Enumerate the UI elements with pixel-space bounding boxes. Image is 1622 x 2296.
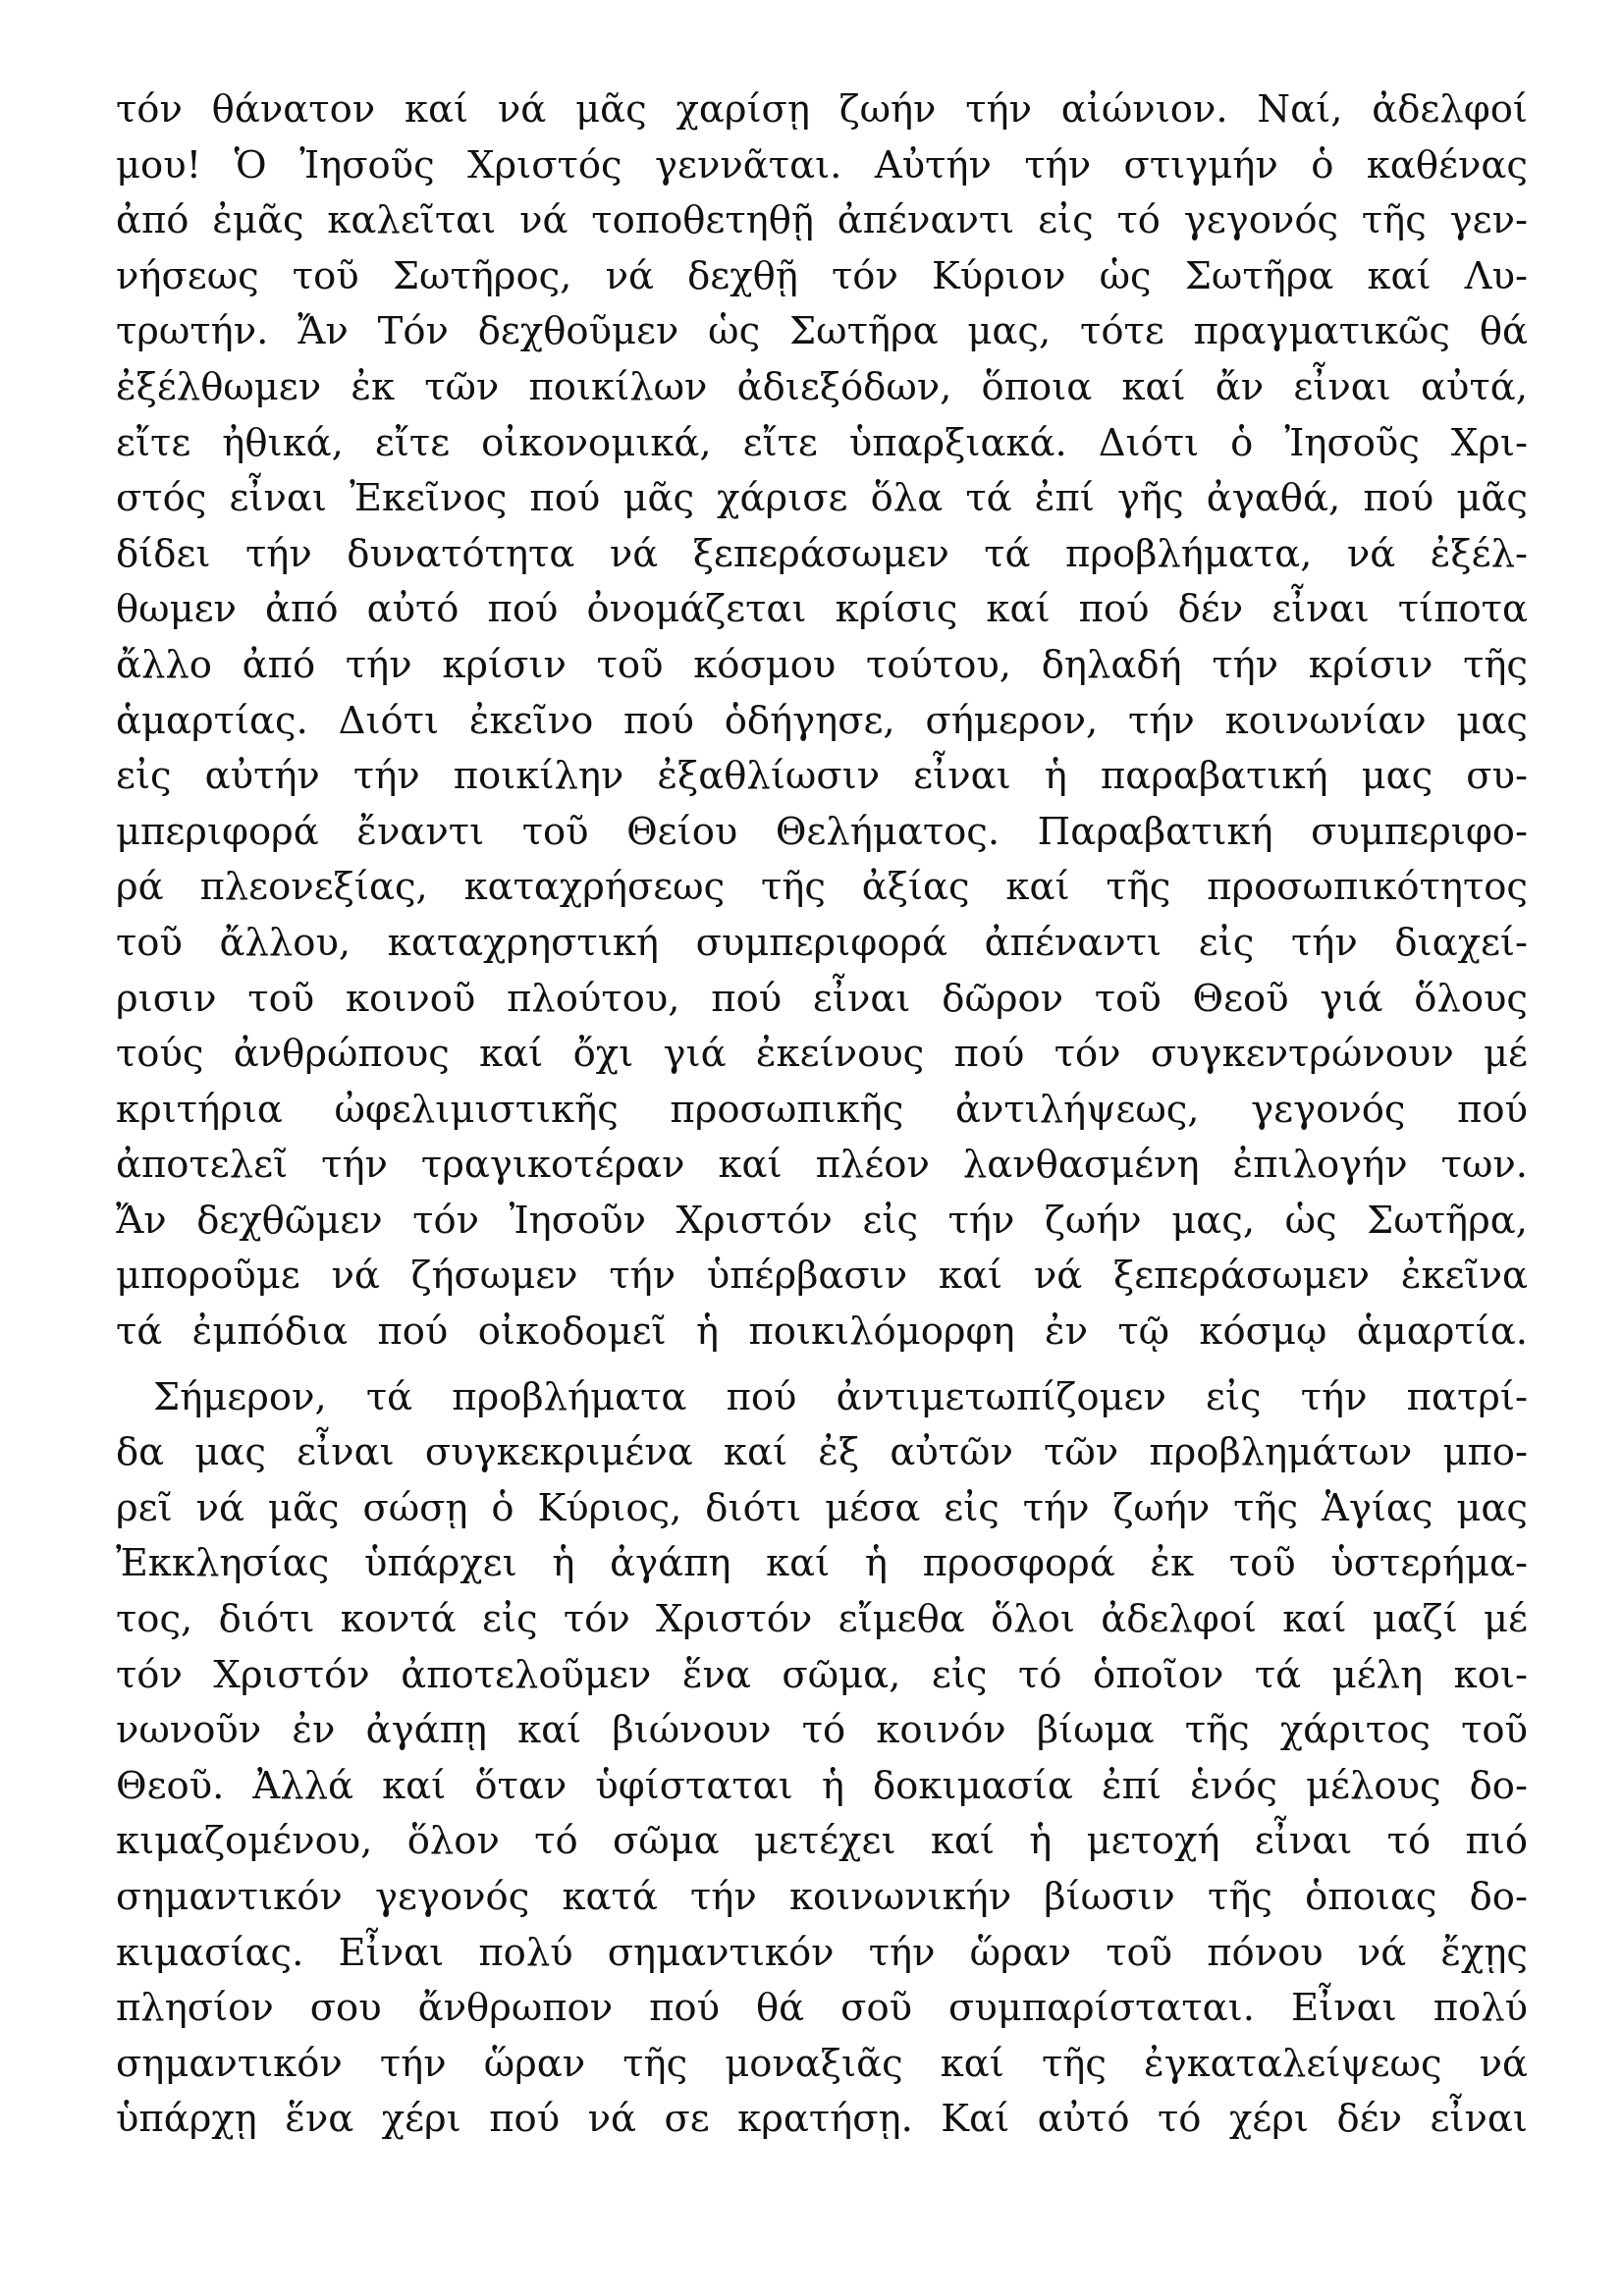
text-line: μπεριφορά ἔναντι τοῦ Θείου Θελήματος. Παραβατική συμπεριφο- (116, 809, 1528, 854)
text-line: δίδει τήν δυνατότητα νά ξεπεράσωμεν τά προβλήματα, νά ἐξέλ- (116, 531, 1528, 576)
text-line: τοῦ ἄλλου, καταχρηστική συμπεριφορά ἀπέναντι εἰς τήν διαχεί- (116, 920, 1528, 965)
text-line: τόν θάνατον καί νά μᾶς χαρίσῃ ζωήν τήν αἰώνιον. Ναί, ἀδελφοί (116, 87, 1528, 132)
text-line: Σήμερον, τά προβλήματα πού ἀντιμετωπίζομεν εἰς τήν πατρί- (153, 1374, 1528, 1419)
text-line: εἴτε ἠθικά, εἴτε οἰκονομικά, εἴτε ὑπαρξιακά. Διότι ὁ Ἰησοῦς Χρι- (116, 420, 1528, 465)
text-line: ἐξέλθωμεν ἐκ τῶν ποικίλων ἀδιεξόδων, ὅποια καί ἄν εἶναι αὐτά, (116, 364, 1528, 409)
text-line: τρωτήν. Ἄν Τόν δεχθοῦμεν ὡς Σωτῆρα μας, τότε πραγματικῶς θά (116, 309, 1528, 354)
text-line: θωμεν ἀπό αὐτό πού ὀνομάζεται κρίσις καί πού δέν εἶναι τίποτα (116, 587, 1528, 632)
text-line: κιμασίας. Εἶναι πολύ σημαντικόν τήν ὥραν τοῦ πόνου νά ἔχῃς (116, 1930, 1528, 1975)
text-line: ρά πλεονεξίας, καταχρήσεως τῆς ἀξίας καί τῆς προσωπικότητος (116, 865, 1528, 910)
text-line: ρεῖ νά μᾶς σώσῃ ὁ Κύριος, διότι μέσα εἰς τήν ζωήν τῆς Ἁγίας μας (116, 1485, 1528, 1530)
paragraph (116, 82, 1528, 1361)
text-line: τόν Χριστόν ἀποτελοῦμεν ἕνα σῶμα, εἰς τό ὁποῖον τά μέλη κοι- (116, 1652, 1528, 1697)
text-line: ἁμαρτίας. Διότι ἐκεῖνο πού ὁδήγησε, σήμερον, τήν κοινωνίαν μας (116, 698, 1528, 743)
text-line: τά ἐμπόδια πού οἰκοδομεῖ ἡ ποικιλόμορφη ἐν τῷ κόσμῳ ἁμαρτία. (116, 1309, 1528, 1355)
text-line: τούς ἀνθρώπους καί ὄχι γιά ἐκείνους πού τόν συγκεντρώνουν μέ (116, 1032, 1528, 1077)
text-line: ἄλλο ἀπό τήν κρίσιν τοῦ κόσμου τούτου, δηλαδή τήν κρίσιν τῆς (116, 642, 1528, 687)
text-line: δα μας εἶναι συγκεκριμένα καί ἐξ αὐτῶν τῶν προβλημάτων μπο- (116, 1430, 1528, 1475)
text-line: Ἐκκλησίας ὑπάρχει ἡ ἀγάπη καί ἡ προσφορά ἐκ τοῦ ὑστερήμα- (116, 1541, 1528, 1586)
text-line: νωνοῦν ἐν ἀγάπῃ καί βιώνουν τό κοινόν βίωμα τῆς χάριτος τοῦ (116, 1708, 1528, 1753)
paragraph (116, 1370, 1528, 2148)
text-line: ἀπό ἐμᾶς καλεῖται νά τοποθετηθῇ ἀπέναντι εἰς τό γεγονός τῆς γεν- (116, 198, 1528, 243)
text-line: ὑπάρχῃ ἕνα χέρι πού νά σε κρατήσῃ. Καί αὐτό τό χέρι δέν εἶναι (116, 2097, 1528, 2142)
text-line: σημαντικόν γεγονός κατά τήν κοινωνικήν βίωσιν τῆς ὁποιας δο- (116, 1875, 1528, 1919)
text-line: ἀποτελεῖ τήν τραγικοτέραν καί πλέον λανθασμένη ἐπιλογήν των. (116, 1143, 1528, 1188)
text-line: Θεοῦ. Ἀλλά καί ὅταν ὑφίσταται ἡ δοκιμασία ἐπί ἑνός μέλους δο- (116, 1763, 1528, 1808)
text-line: κριτήρια ὠφελιμιστικῆς προσωπικῆς ἀντιλήψεως, γεγονός πού (116, 1087, 1528, 1132)
text-line: κιμαζομένου, ὅλον τό σῶμα μετέχει καί ἡ μετοχή εἶναι τό πιό (116, 1819, 1528, 1864)
text-line: Ἄν δεχθῶμεν τόν Ἰησοῦν Χριστόν εἰς τήν ζωήν μας, ὡς Σωτῆρα, (116, 1198, 1528, 1243)
text-line: εἰς αὐτήν τήν ποικίλην ἐξαθλίωσιν εἶναι ἡ παραβατική μας συ- (116, 754, 1528, 799)
text-line: ρισιν τοῦ κοινοῦ πλούτου, πού εἶναι δῶρον τοῦ Θεοῦ γιά ὅλους (116, 976, 1528, 1021)
text-line: μου! Ὁ Ἰησοῦς Χριστός γεννᾶται. Αὐτήν τήν στιγμήν ὁ καθένας (116, 142, 1528, 187)
document-page (116, 82, 1528, 2148)
text-line: νήσεως τοῦ Σωτῆρος, νά δεχθῇ τόν Κύριον ὡς Σωτῆρα καί Λυ- (116, 253, 1528, 298)
text-line: μποροῦμε νά ζήσωμεν τήν ὑπέρβασιν καί νά ξεπεράσωμεν ἐκεῖνα (116, 1254, 1528, 1299)
text-line: πλησίον σου ἄνθρωπον πού θά σοῦ συμπαρίσταται. Εἶναι πολύ (116, 1986, 1528, 2031)
text-line: στός εἶναι Ἐκεῖνος πού μᾶς χάρισε ὅλα τά ἐπί γῆς ἀγαθά, πού μᾶς (116, 476, 1528, 521)
text-line: σημαντικόν τήν ὥραν τῆς μοναξιᾶς καί τῆς ἐγκαταλείψεως νά (116, 2041, 1528, 2086)
text-line: τος, διότι κοντά εἰς τόν Χριστόν εἴμεθα ὅλοι ἀδελφοί καί μαζί μέ (116, 1597, 1528, 1642)
